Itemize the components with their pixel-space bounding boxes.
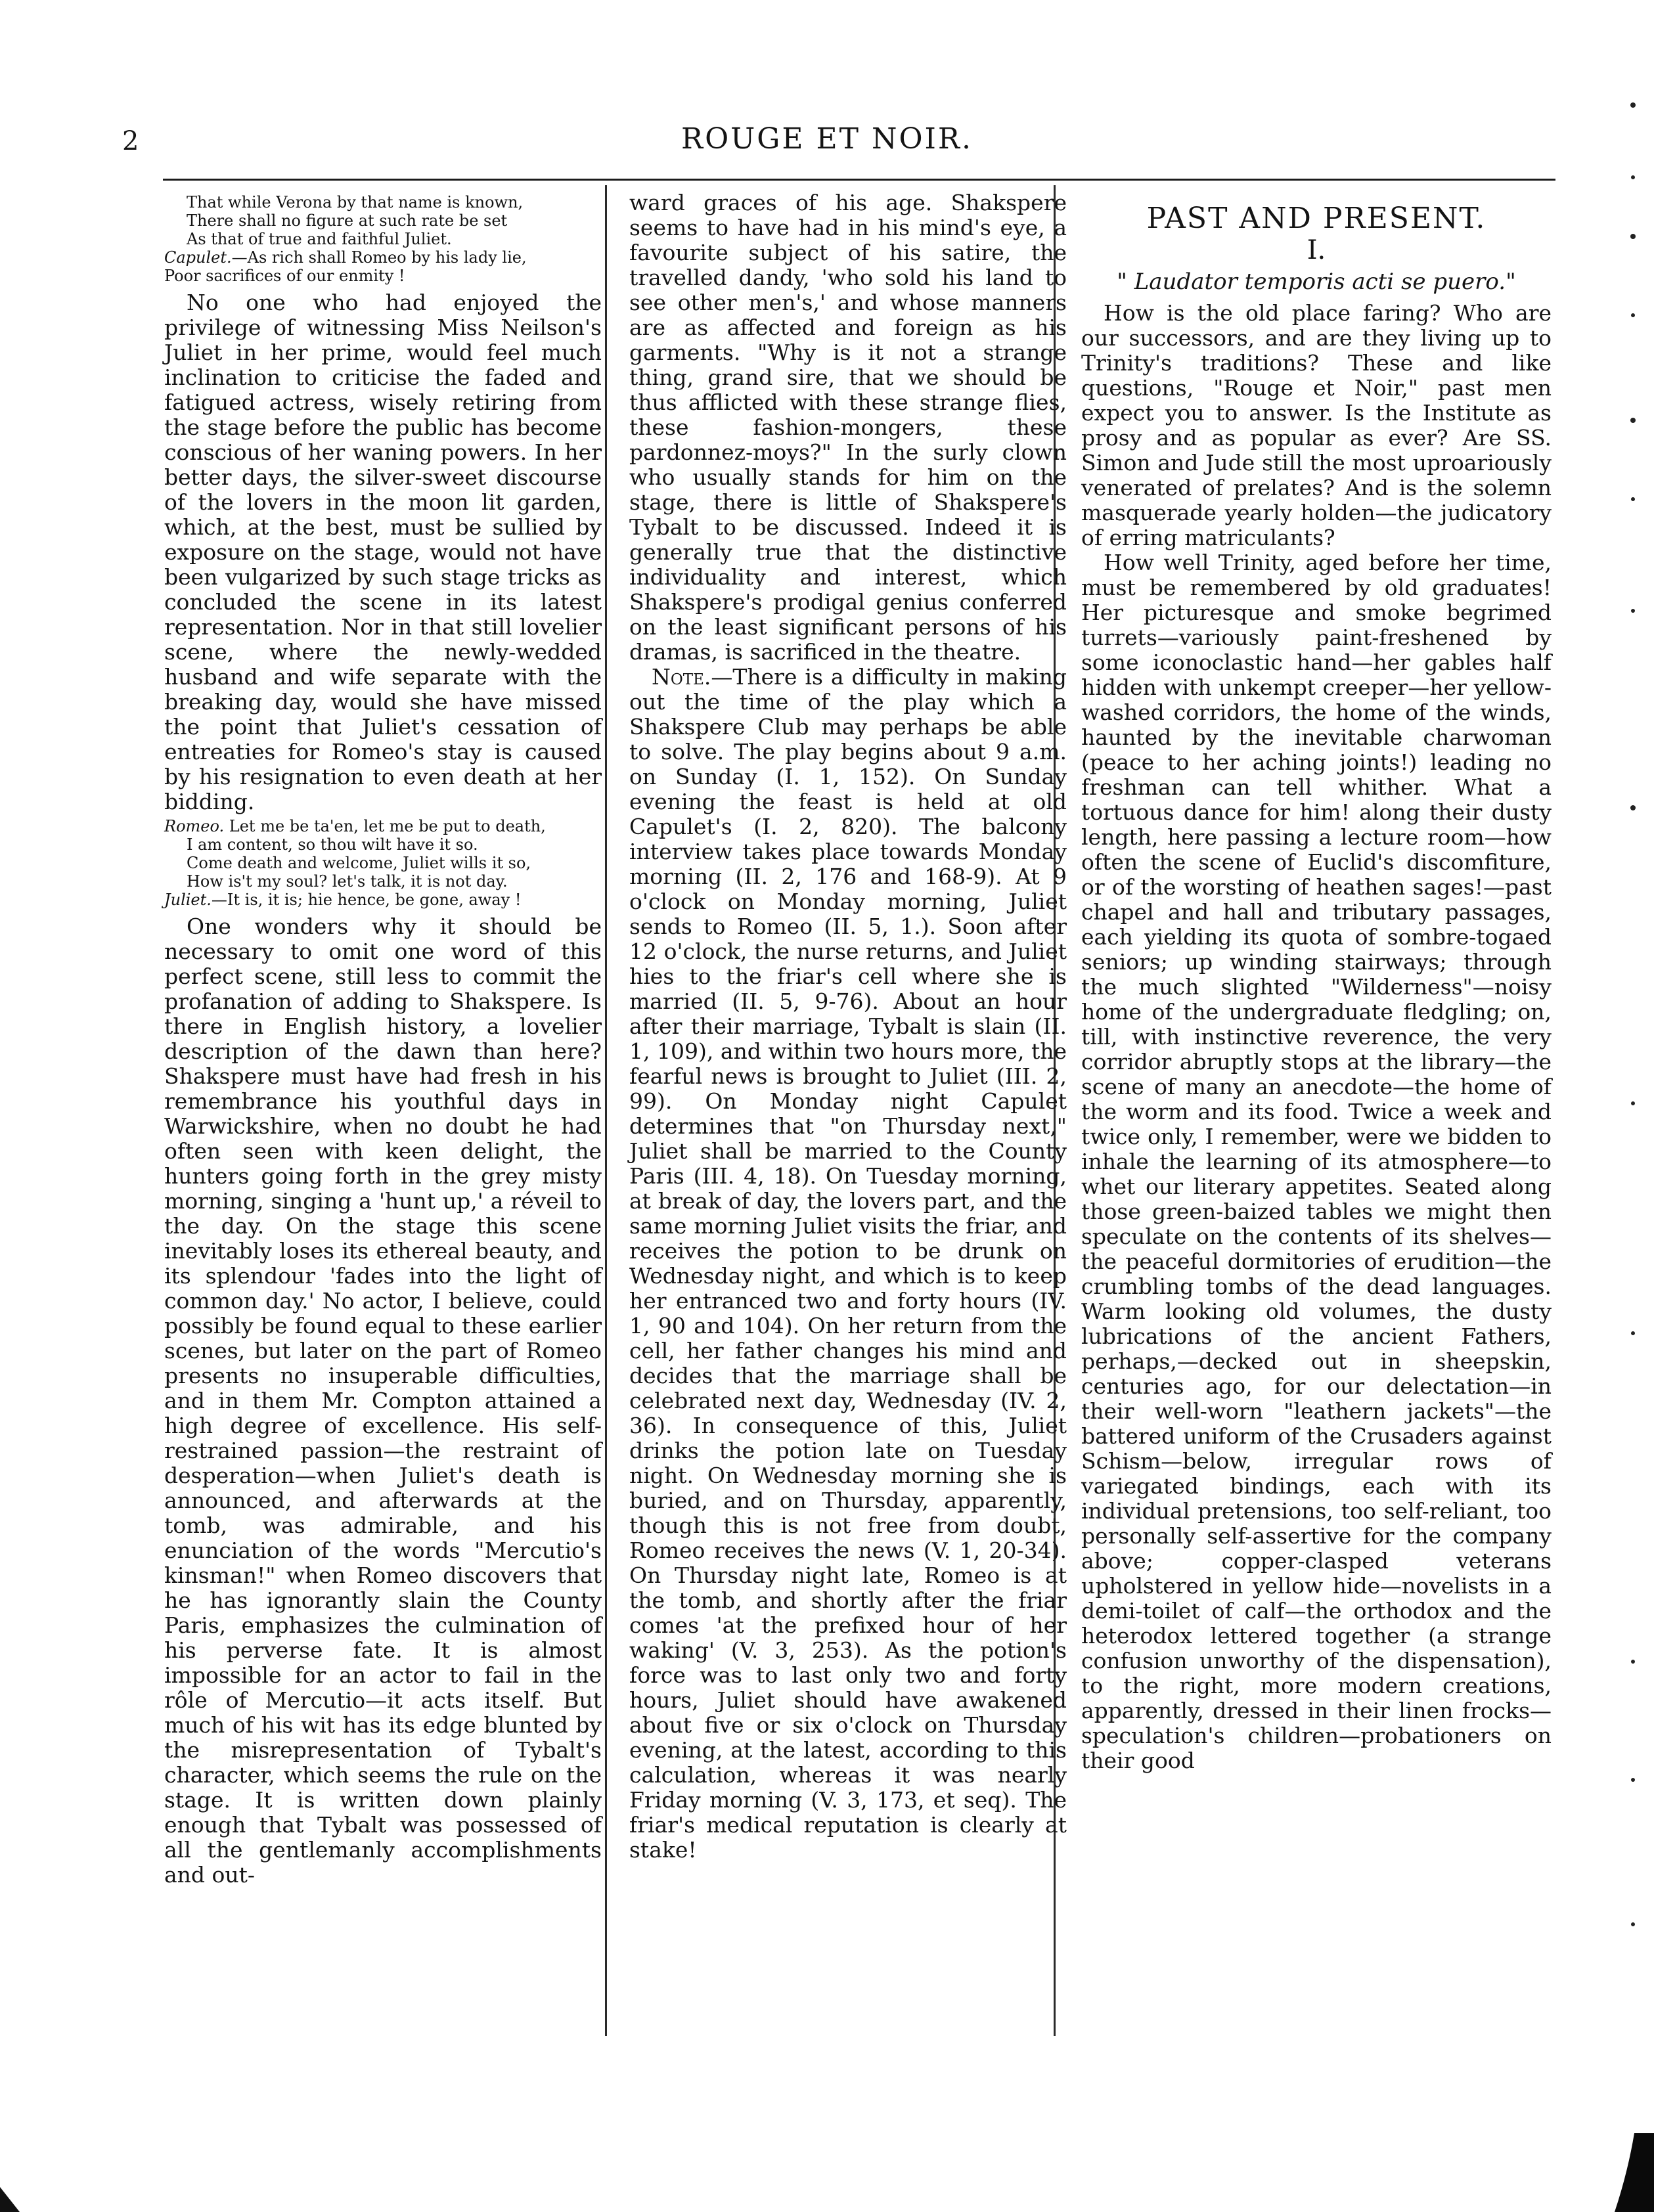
speaker-name: Capulet. [164,248,232,267]
verse-quotation-romeo-juliet [164,817,602,909]
header-rule [163,179,1555,181]
verse-line [164,248,602,267]
running-title: ROUGE ET NOIR. [681,122,973,156]
verse-line: I am content, so thou wilt have it so. [187,835,478,854]
verse-line [164,817,602,835]
verse-quotation-capulet [164,193,602,285]
page-number: 2 [122,126,139,156]
note-text: —There is a difficulty in making out the time of the play which a Shakspere Club may perhaps be able to solve. The play begins about 9 a.m. on Sunday (I. 1, 152). On Sunday evening the feast is held at old Capulet's (I. 2, 820). The balcony interview takes place towards Monday morning (II. 2, 176 and 168-9). At 9 o'clock on Monday morning, Juliet sends to Romeo (II. 5, 1.). Soon after 12 o'clock, the nurse returns, and Juliet hies to the friar's cell where she is married (II. 5, 9-76). About an hour after their marriage, Tybalt is slain (II. 1, 109), and within two hours more, the fearful news is brought to Juliet (III. 2, 99). On Monday night Capulet determines that "on Thursday next," Juliet shall be married to the County Paris (III. 4, 18). On Tuesday morning, at break of day, the lovers part, and the same morning Juliet visits the friar, and receives the potion to be drunk on Wednesday night, and which is to keep her entranced two and forty hours (IV. 1, 90 and 104). On her return from the cell, her father changes his mind and decides that the marriage shall be celebrated next day, Wednesday (IV. 2, 36). In consequence of this, Juliet drinks the potion late on Tuesday night. On Wednesday morning she is buried, and on Thursday, apparently, though this is not free from doubt, Romeo receives the news (V. 1, 20-34). On Thursday night late, Romeo is at the tomb, and shortly after the friar comes 'at the prefixed hour of her waking' (V. 3, 253). As the potion's force was to last only two and forty hours, Juliet should have awakened about five or six o'clock on Thursday evening, at the latest, according to this calculation, whereas it was nearly Friday morning (V. 3, 173, et seq). The friar's medical reputation is clearly at stake! [629,664,1067,1863]
verse-line: Poor sacrifices of our enmity ! [164,267,405,285]
verse-line: As that of true and faithful Juliet. [187,230,452,248]
verse-line: Come death and welcome, Juliet wills it so, [187,854,531,872]
scan-corner-mark [0,2180,26,2212]
note-paragraph [629,665,1067,1863]
note-label: Note. [652,664,711,690]
speaker-name: Romeo. [164,817,225,835]
verse-line: That while Verona by that name is known, [187,193,524,211]
column-right [1081,190,1552,1773]
paragraph: One wonders why it should be necessary to omit one word of this perfect scene, still less to commit the profanation of adding to Shakspere. Is there in English history, a lovelier description of the dawn than here? Shakspere must have had fresh in his remembrance his youthful days in Warwickshire, when no doubt he had often seen with keen delight, the hunters going forth in the grey misty morning, singing a 'hunt up,' a réveil to the day. On the stage this scene inevitably loses its ethereal beauty, and its splendour 'fades into the light of common day.' No actor, I believe, could possibly be found equal to these earlier scenes, but later on the part of Romeo presents no insuperable difficulties, and in them Mr. Compton attained a high degree of excellence. His self-restrained passion—the restraint of desperation—when Juliet's death is announced, and afterwards at the tomb, was admirable, and his enunciation of the words "Mercutio's kinsman!" when Romeo discovers that he has ignorantly slain the County Paris, emphasizes the culmination of his perverse fate. It is almost impossible for an actor to fail in the rôle of Mercutio—it acts itself. But much of his wit has its edge blunted by the misrepresentation of Tybalt's character, which seems the rule on the stage. It is written down plainly enough that Tybalt was possessed of all the gentlemanly accomplishments and out- [164,914,602,1888]
article-part-number: I. [1307,235,1326,265]
paragraph: ward graces of his age. Shakspere seems to have had in his mind's eye, a favourite subject of his satire, the travelled dandy, 'who sold his land to see other men's,' and whose manners are as affected and foreign as his garments. "Why is it not a strange thing, grand sire, that we should be thus afflicted with these strange flies, these fashion-mongers, these pardonnez-moys?" In the surly clown who usually stands for him on the stage, there is little of Shakspere's Tybalt to be discussed. Indeed it is generally true that the distinctive individuality and interest, which Shakspere's prodigal genius conferred on the least significant persons of his dramas, is sacrificed in the theatre. [629,190,1067,665]
article-title: PAST AND PRESENT. [1146,202,1486,235]
verse-line: There shall no figure at such rate be set [187,211,508,230]
scan-margin-marks [1629,99,1637,2069]
column-left [164,190,602,1888]
scan-corner-mark [1608,2133,1654,2212]
paragraph: How is the old place faring? Who are our successors, and are they living up to Trinity's traditions? These and like questions, "Rouge et Noir," past men expect you to answer. Is the Institute as prosy and as popular as ever? Are SS. Simon and Jude still the most uproariously venerated of prelates? And is the solemn masquerade yearly holden—the judicatory of erring matriculants? [1081,300,1552,550]
verse-line [164,891,602,909]
epigraph: " Laudator temporis acti se puero." [1117,269,1516,295]
verse-line: How is't my soul? let's talk, it is not day. [187,872,508,891]
paragraph: How well Trinity, aged before her time, must be remembered by old graduates! Her picturesque and smoke begrimed turrets—variously paint-freshened by some iconoclastic hand—her gables half hidden with unkempt creeper—her yellow-washed corridors, the home of the winds, haunted by the inevitable charwoman (peace to her aching joints!) leading no freshman can tell whither. What a tortuous dance for him! along their dusty length, here passing a lecture room—how often the scene of Euclid's discomfiture, or of the worsting of heathen sages!—past chapel and hall and tributary passages, each yielding its quota of sombre-togaed seniors; up winding stairways; through the much slighted "Wilderness"—noisy home of the undergraduate fledgling; on, till, with instinctive reverence, the very corridor abruptly stops at the library—the scene of many an anecdote—the home of the worm and its food. Twice a week and twice only, I remember, were we bidden to inhale the learning of its atmosphere—to whet our literary appetites. Seated along those green-baized tables we might then speculate on the contents of its shelves—the peaceful dormitories of erudition—the crumbling tombs of the dead languages. Warm looking old volumes, the dusty lubrications of the ancient Fathers, perhaps,—decked out in sheepskin, centuries ago, for our delectation—in their well-worn "leathern jackets"—the battered uniform of the Crusaders against Schism—below, irregular rows of variegated bindings, each with its individual pretensions, too self-reliant, too personally self-assertive for the company above; copper-clasped veterans upholstered in yellow hide—novelists in a demi-toilet of calf—the orthodox and the heterodox lettered together (a strange confusion unworthy of the dispensation), to the right, more modern creations, apparently, dressed in their linen frocks—speculation's children—probationers on their good [1081,550,1552,1773]
verse-text: Let me be ta'en, let me be put to death, [229,817,546,835]
paragraph: No one who had enjoyed the privilege of witnessing Miss Neilson's Juliet in her prime, would feel much inclination to criticise the faded and fatigued actress, wisely retiring from the stage before the public has become conscious of her waning powers. In her better days, the silver-sweet discourse of the lovers in the moon lit garden, which, at the best, must be sullied by exposure on the stage, would not have been vulgarized by such stage tricks as concluded the scene in its latest representation. Nor in that still lovelier scene, where the newly-wedded husband and wife separate with the breaking day, would she have missed the point that Juliet's cessation of entreaties for Romeo's stay is caused by his resignation to even death at her bidding. [164,290,602,814]
verse-text: —As rich shall Romeo by his lady lie, [231,248,527,267]
column-middle [629,190,1067,1863]
column-rule-left [605,185,607,2036]
speaker-name: Juliet. [164,891,212,909]
verse-text: —It is, it is; hie hence, be gone, away ! [211,891,522,909]
